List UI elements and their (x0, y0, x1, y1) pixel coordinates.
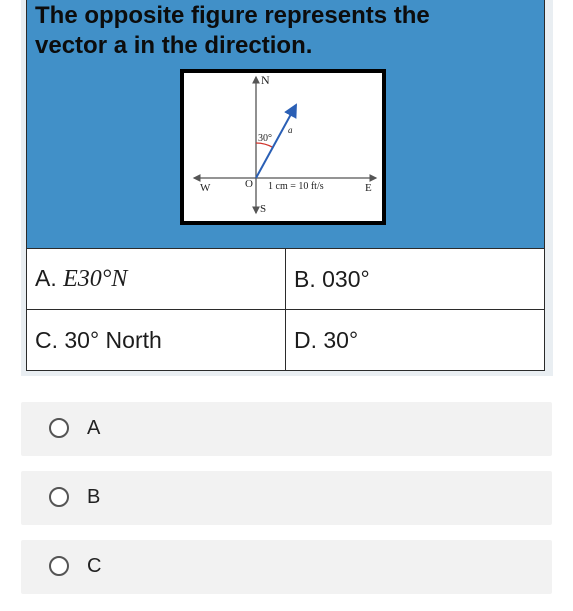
answer-a-math: E30°N (63, 266, 128, 292)
question-line-2: vector a in the direction. (35, 32, 313, 59)
origin-label: O (245, 178, 253, 190)
angle-label: 30° (258, 133, 272, 144)
vector-figure (180, 69, 386, 225)
vector-label: a (288, 125, 293, 135)
east-label: E (365, 182, 372, 194)
west-label: W (200, 182, 211, 194)
option-c[interactable] (21, 540, 552, 594)
radio-button-b[interactable] (49, 487, 69, 507)
answer-a-prefix: A. (35, 265, 57, 291)
answer-b-cell: B. 030° (286, 249, 545, 310)
question-line-1: The opposite figure represents the (35, 2, 430, 29)
radio-button-a[interactable] (49, 418, 69, 438)
vector-diagram (184, 73, 382, 221)
option-a-label: A (87, 417, 101, 439)
answer-d-cell: D. 30° (286, 310, 545, 371)
scale-label: 1 cm = 10 ft/s (268, 181, 324, 192)
answer-c-cell: C. 30° North (27, 310, 286, 371)
option-a[interactable] (21, 402, 552, 456)
question-text (35, 1, 535, 61)
answer-a-cell (27, 249, 286, 310)
answer-table (26, 248, 545, 371)
south-label: S (260, 203, 267, 215)
option-b[interactable] (21, 471, 552, 525)
radio-button-c[interactable] (49, 556, 69, 576)
option-b-label: B (87, 486, 101, 508)
option-c-label: C (87, 555, 102, 577)
north-label: N (261, 73, 270, 87)
